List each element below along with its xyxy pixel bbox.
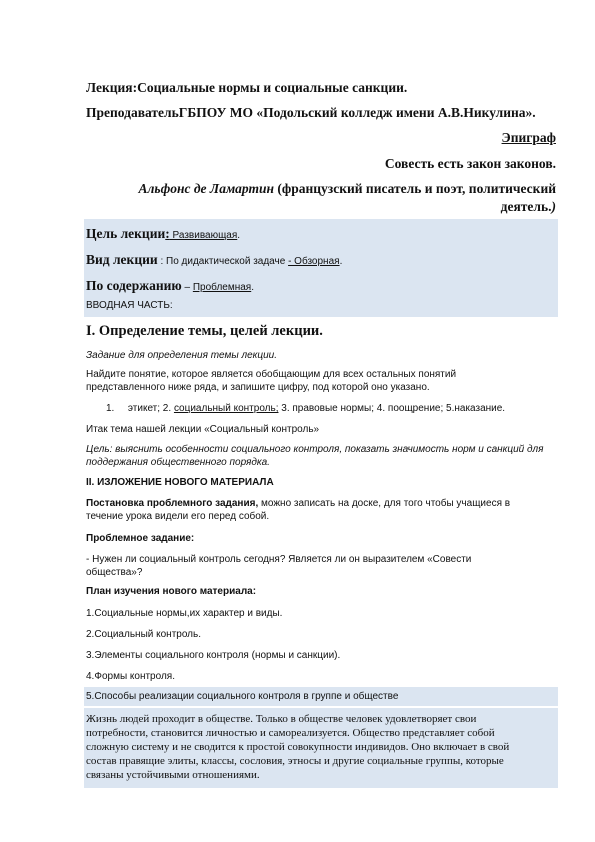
topic-line: Итак тема нашей лекции «Социальный контроль» xyxy=(86,424,320,435)
section1-title: I. Определение темы, целей лекции. xyxy=(86,323,323,339)
author-desc-1: (французский писатель и поэт, политический xyxy=(277,181,556,196)
content-dot: . xyxy=(251,282,254,293)
author-desc-2: деятель. xyxy=(500,199,552,214)
author-desc-close: ) xyxy=(551,199,556,214)
section1-task: Задание для определения темы лекции. xyxy=(86,350,278,361)
section2-title: II. ИЗЛОЖЕНИЕ НОВОГО МАТЕРИАЛА xyxy=(86,477,274,488)
list-number: 1. xyxy=(106,403,115,414)
epigraph-author xyxy=(86,181,556,197)
plan-item-4: 4.Формы контроля. xyxy=(86,671,175,682)
epigraph-author-cont xyxy=(86,199,556,215)
type-label: Вид лекции xyxy=(86,252,158,267)
type-line xyxy=(86,251,556,269)
plan-item-5: 5.Способы реализации социального контроля в группе и обществе xyxy=(86,691,399,702)
intro-label: ВВОДНАЯ ЧАСТЬ: xyxy=(86,300,173,311)
epigraph-label xyxy=(86,130,556,146)
concept-list-item xyxy=(106,403,576,414)
plan-item-1: 1.Социальные нормы,их характер и виды. xyxy=(86,608,283,619)
problem-line-1 xyxy=(86,498,556,509)
paragraph-line-2: потребности, становится личностью и самореализуется. Общество представляет собой xyxy=(86,727,495,739)
instruction-line-2: представленного ниже ряда, и запишите цифру, под которой оно указано. xyxy=(86,382,430,393)
task-label: Проблемное задание: xyxy=(86,533,195,544)
goal-line xyxy=(86,225,556,243)
paragraph-line-3: сложную систему и не сводится к простой совокупности индивидов. Оно включает в свой xyxy=(86,741,510,753)
problem-line-2: течение урока видели его перед собой. xyxy=(86,511,270,522)
problem-rest-1: можно записать на доске, для того чтобы учащиеся в xyxy=(258,498,511,509)
plan-item-2: 2.Социальный контроль. xyxy=(86,629,201,640)
list-part-1: этикет; 2. xyxy=(127,403,174,414)
instruction-line-1: Найдите понятие, которое является обобщающим для всех остальных понятий xyxy=(86,369,457,380)
content-line xyxy=(86,277,556,295)
epigraph-quote: Совесть есть закон законов. xyxy=(384,156,556,171)
plan-item-3: 3.Элементы социального контроля (нормы и санкции). xyxy=(86,650,341,661)
lecture-title: Лекция:Социальные нормы и социальные санкции. xyxy=(86,80,408,95)
content-value: Проблемная xyxy=(192,282,252,293)
list-part-2: 3. правовые нормы; 4. поощрение; 5.наказание. xyxy=(278,403,506,414)
type-value: - Обзорная xyxy=(288,256,340,267)
goal-dot: . xyxy=(237,230,241,241)
list-underlined: социальный контроль; xyxy=(173,403,279,414)
goal-label: Цель лекции xyxy=(86,226,166,241)
type-dot: . xyxy=(339,256,343,267)
problem-bold: Постановка проблемного задания, xyxy=(86,498,259,509)
paragraph-line-4: состав правящие элиты, классы, сословия, этносы и другие социальные группы, которые xyxy=(86,755,504,767)
teacher-line: ПреподавательГБПОУ МО «Подольский колледж имени А.В.Никулина». xyxy=(86,105,536,120)
aim-line-1: Цель: выяснить особенности социального контроля, показать значимость норм и санкций для xyxy=(86,444,544,455)
question-line-2: общества»? xyxy=(86,567,143,578)
goal-value: Развивающая xyxy=(169,230,238,241)
plan-label: План изучения нового материала: xyxy=(86,586,257,597)
aim-line-2: поддержания общественного порядка. xyxy=(86,457,270,468)
epigraph-label-text: Эпиграф xyxy=(501,130,556,145)
paragraph-line-5: связаны устойчивыми отношениями. xyxy=(86,769,260,781)
content-dash: – xyxy=(181,282,193,293)
author-name: Альфонс де Ламартин xyxy=(138,181,275,196)
question-line-1: - Нужен ли социальный контроль сегодня? Является ли он выразителем «Совести xyxy=(86,554,472,565)
type-text: : По дидактической задаче xyxy=(157,256,289,267)
content-label: По содержанию xyxy=(86,278,182,293)
paragraph-line-1: Жизнь людей проходит в обществе. Только в обществе человек удовлетворяет свои xyxy=(86,713,477,725)
goal-colon: : xyxy=(165,226,170,241)
